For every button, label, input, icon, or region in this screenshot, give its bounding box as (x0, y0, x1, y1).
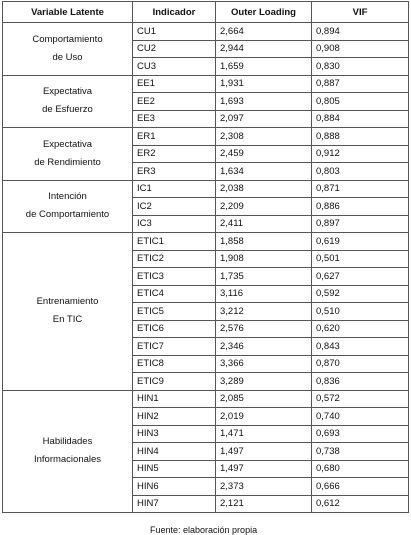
indicator-cell: CU1 (133, 23, 216, 41)
latent-variable-label: de Comportamiento (25, 209, 110, 221)
vif-cell: 0,897 (312, 215, 409, 233)
latent-variable-label: En TIC (52, 314, 83, 326)
vif-cell: 0,619 (312, 233, 409, 251)
vif-cell: 0,666 (312, 478, 409, 496)
indicator-cell: CU3 (133, 58, 216, 76)
vif-cell: 0,627 (312, 268, 409, 286)
outer-loading-cell: 2,576 (216, 320, 312, 338)
latent-variable-label: de Uso (52, 51, 83, 63)
latent-variable-label: de Esfuerzo (42, 104, 93, 116)
outer-loading-cell: 3,116 (216, 285, 312, 303)
vif-cell: 0,612 (312, 495, 409, 513)
table-body (3, 23, 409, 513)
vif-cell: 0,888 (312, 128, 409, 146)
outer-loading-cell: 3,366 (216, 355, 312, 373)
indicator-cell: EE3 (133, 110, 216, 128)
indicator-cell: ETIC1 (133, 233, 216, 251)
outer-loading-cell: 2,308 (216, 128, 312, 146)
table-row (3, 390, 409, 408)
outer-loading-cell: 1,858 (216, 233, 312, 251)
vif-cell: 0,680 (312, 460, 409, 478)
outer-loading-cell: 2,209 (216, 198, 312, 216)
outer-loading-cell: 1,931 (216, 75, 312, 93)
vif-cell: 0,693 (312, 425, 409, 443)
outer-loading-cell: 2,373 (216, 478, 312, 496)
indicator-cell: ETIC9 (133, 373, 216, 391)
latent-variable-cell (3, 180, 133, 233)
outer-loading-cell: 2,097 (216, 110, 312, 128)
latent-variable-cell (3, 128, 133, 181)
vif-cell: 0,510 (312, 303, 409, 321)
indicator-cell: HIN5 (133, 460, 216, 478)
outer-loading-cell: 1,497 (216, 460, 312, 478)
vif-cell: 0,843 (312, 338, 409, 356)
outer-loading-cell: 2,085 (216, 390, 312, 408)
outer-loading-cell: 1,735 (216, 268, 312, 286)
outer-loading-cell: 2,038 (216, 180, 312, 198)
outer-loading-cell: 1,471 (216, 425, 312, 443)
vif-cell: 0,501 (312, 250, 409, 268)
table-row (3, 75, 409, 93)
indicator-cell: IC1 (133, 180, 216, 198)
latent-variable-label: Informacionales (33, 454, 102, 466)
indicator-cell: IC3 (133, 215, 216, 233)
vif-cell: 0,836 (312, 373, 409, 391)
indicator-cell: HIN4 (133, 443, 216, 461)
vif-cell: 0,871 (312, 180, 409, 198)
header-indicador: Indicador (133, 2, 216, 23)
table-row (3, 23, 409, 41)
outer-loading-cell: 2,019 (216, 408, 312, 426)
indicator-cell: ER1 (133, 128, 216, 146)
vif-cell: 0,620 (312, 320, 409, 338)
vif-cell: 0,572 (312, 390, 409, 408)
vif-cell: 0,740 (312, 408, 409, 426)
vif-cell: 0,803 (312, 163, 409, 181)
loadings-table (2, 1, 409, 513)
vif-cell: 0,592 (312, 285, 409, 303)
indicator-cell: ETIC8 (133, 355, 216, 373)
indicator-cell: ETIC6 (133, 320, 216, 338)
outer-loading-cell: 1,908 (216, 250, 312, 268)
latent-variable-label: Comportamiento (32, 33, 103, 45)
vif-cell: 0,884 (312, 110, 409, 128)
indicator-cell: ETIC2 (133, 250, 216, 268)
outer-loading-cell: 2,346 (216, 338, 312, 356)
outer-loading-cell: 2,459 (216, 145, 312, 163)
latent-variable-label: Habilidades (42, 436, 93, 448)
indicator-cell: HIN7 (133, 495, 216, 513)
table-source-note: Fuente: elaboración propia (150, 525, 258, 535)
outer-loading-cell: 1,634 (216, 163, 312, 181)
latent-variable-cell (3, 390, 133, 513)
latent-variable-label: Expectativa (42, 86, 93, 98)
table-row (3, 180, 409, 198)
header-row (3, 2, 409, 23)
outer-loading-cell: 1,693 (216, 93, 312, 111)
outer-loading-cell: 2,411 (216, 215, 312, 233)
indicator-cell: ER3 (133, 163, 216, 181)
outer-loading-cell: 3,212 (216, 303, 312, 321)
outer-loading-cell: 1,497 (216, 443, 312, 461)
outer-loading-cell: 3,289 (216, 373, 312, 391)
latent-variable-cell (3, 23, 133, 76)
indicator-cell: ER2 (133, 145, 216, 163)
header-vif: VIF (312, 2, 409, 23)
indicator-cell: IC2 (133, 198, 216, 216)
outer-loading-cell: 2,944 (216, 40, 312, 58)
indicator-cell: ETIC3 (133, 268, 216, 286)
vif-cell: 0,894 (312, 23, 409, 41)
indicator-cell: EE2 (133, 93, 216, 111)
latent-variable-label: Intención (48, 191, 87, 203)
vif-cell: 0,912 (312, 145, 409, 163)
indicator-cell: EE1 (133, 75, 216, 93)
vif-cell: 0,830 (312, 58, 409, 76)
outer-loading-cell: 2,664 (216, 23, 312, 41)
indicator-cell: HIN1 (133, 390, 216, 408)
vif-cell: 0,887 (312, 75, 409, 93)
vif-cell: 0,870 (312, 355, 409, 373)
indicator-cell: HIN3 (133, 425, 216, 443)
outer-loading-cell: 1,659 (216, 58, 312, 76)
latent-variable-cell (3, 75, 133, 128)
indicator-cell: ETIC5 (133, 303, 216, 321)
vif-cell: 0,805 (312, 93, 409, 111)
vif-cell: 0,738 (312, 443, 409, 461)
latent-variable-label: Expectativa (42, 138, 93, 150)
indicator-cell: HIN6 (133, 478, 216, 496)
latent-variable-label: de Rendimiento (34, 156, 101, 168)
latent-variable-cell (3, 233, 133, 391)
latent-variable-label: Entrenamiento (36, 296, 99, 308)
indicator-cell: CU2 (133, 40, 216, 58)
vif-cell: 0,886 (312, 198, 409, 216)
indicator-cell: HIN2 (133, 408, 216, 426)
vif-cell: 0,908 (312, 40, 409, 58)
outer-loading-cell: 2,121 (216, 495, 312, 513)
header-variable-latente: Variable Latente (3, 2, 133, 23)
header-outer-loading: Outer Loading (216, 2, 312, 23)
indicator-cell: ETIC4 (133, 285, 216, 303)
indicator-cell: ETIC7 (133, 338, 216, 356)
table-row (3, 128, 409, 146)
table-row (3, 233, 409, 251)
